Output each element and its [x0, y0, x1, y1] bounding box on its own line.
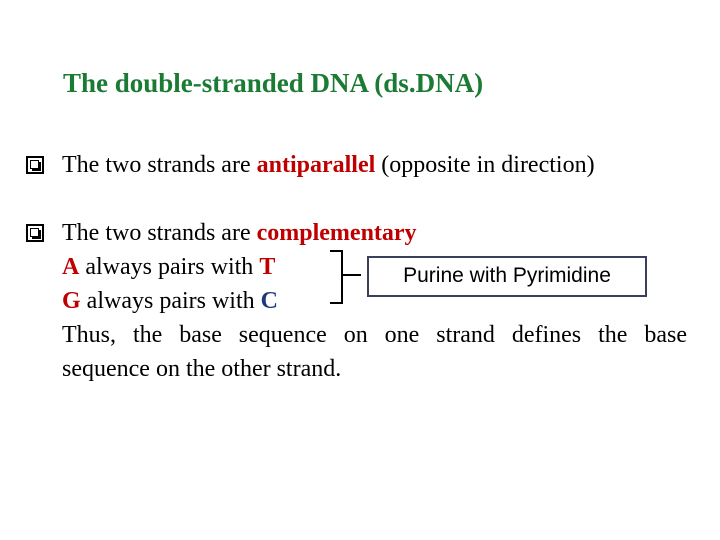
bullet-text-before: The two strands are	[62, 152, 257, 178]
conclusion-line-2: sequence on the other strand.	[62, 356, 342, 382]
bullet-text	[62, 148, 595, 182]
bracket-connector	[343, 274, 361, 276]
complementary-term: complementary	[256, 220, 417, 246]
base-t: T	[259, 254, 276, 280]
bullet-checkbox-icon	[26, 156, 44, 174]
bullet-text-before: The two strands are	[62, 220, 257, 246]
pair-text: always pairs with	[80, 288, 261, 314]
pair-text: always pairs with	[79, 254, 260, 280]
page-title: The double-stranded DNA (ds.DNA)	[63, 68, 484, 98]
base-a: A	[62, 254, 80, 280]
purine-pyrimidine-box: Purine with Pyrimidine	[367, 256, 647, 297]
pair-line-a-t	[62, 250, 275, 284]
pairing-bracket	[330, 250, 343, 304]
bullet-text	[62, 216, 417, 250]
pair-line-g-c	[62, 284, 278, 318]
conclusion-line-1: Thus, the base sequence on one strand defines the base	[62, 322, 687, 348]
base-g: G	[62, 288, 81, 314]
bullet-text-after: (opposite in direction)	[375, 152, 595, 178]
bullet-checkbox-icon	[26, 224, 44, 242]
antiparallel-term: antiparallel	[256, 152, 376, 178]
base-c: C	[260, 288, 278, 314]
